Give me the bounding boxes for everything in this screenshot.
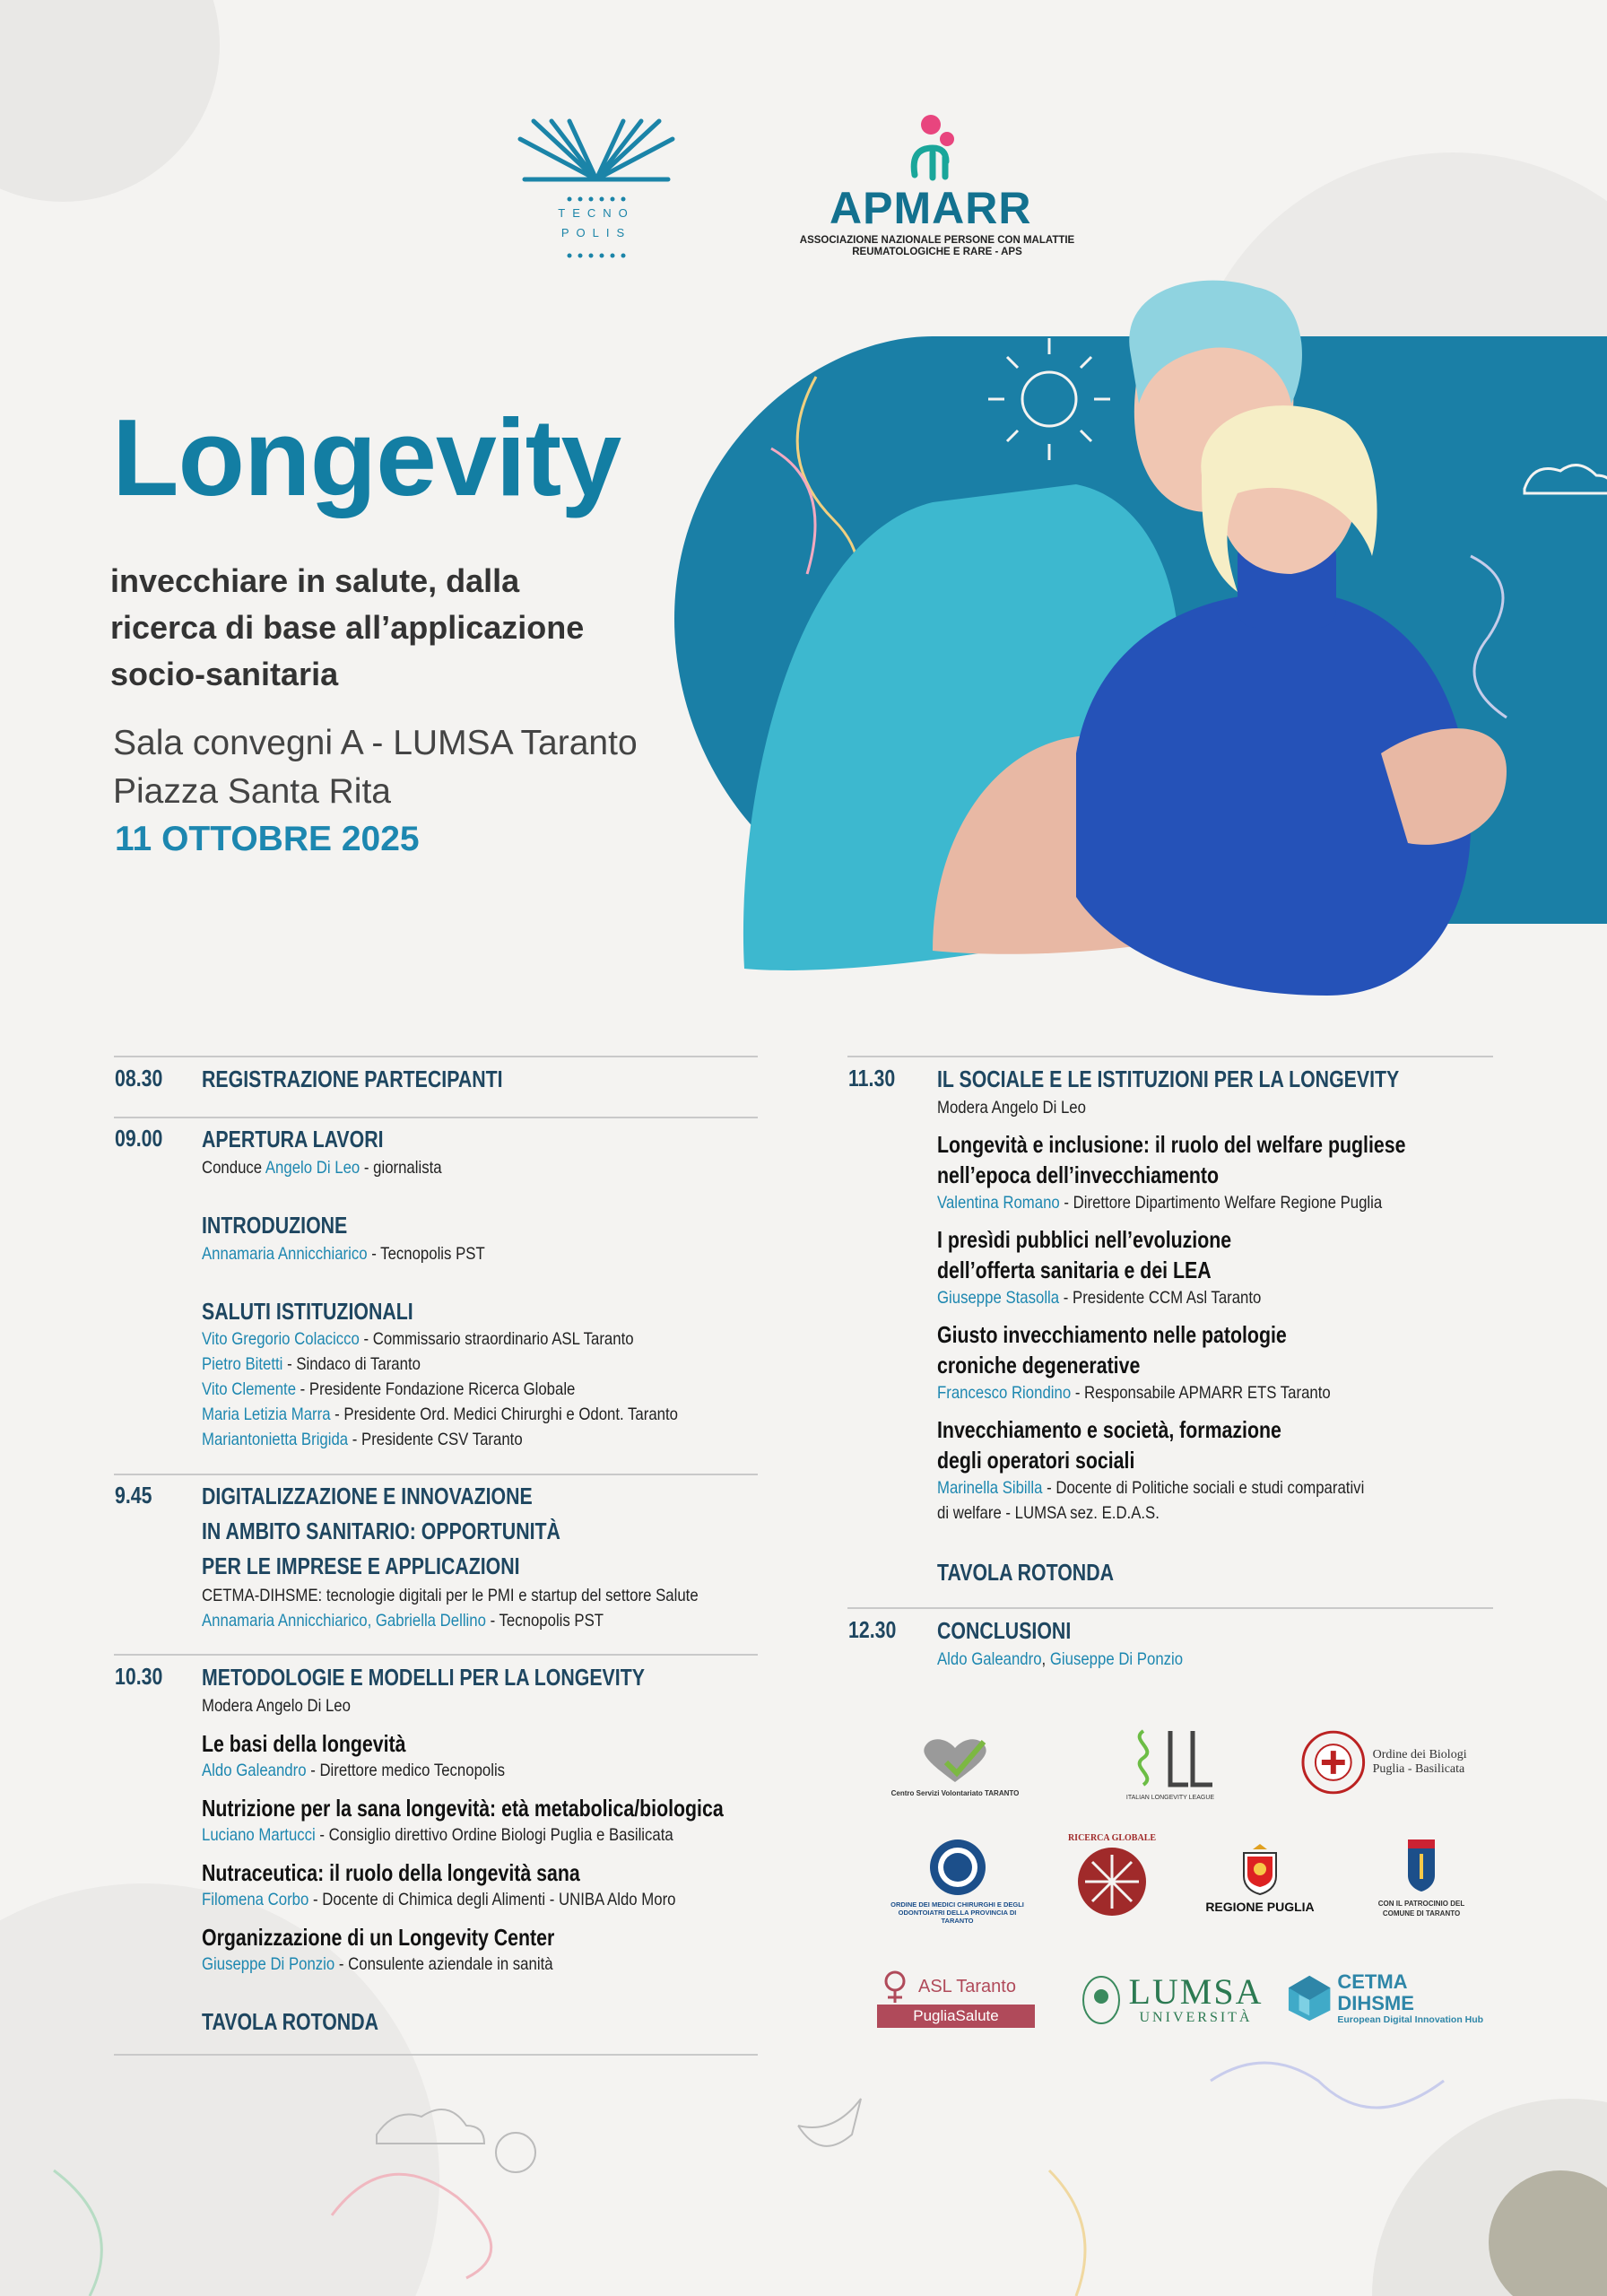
ordine-medici-logo [883,1834,1031,1928]
event-title: Longevity [112,396,621,518]
apmarr-logo [776,112,1099,269]
session-heading: REGISTRAZIONE PARTECIPANTI [202,1065,503,1092]
talk-title: Organizzazione di un Longevity Center [202,1924,555,1951]
talk-title: Nutraceutica: il ruolo della longevità sana [202,1859,580,1886]
speaker-line [202,1326,634,1352]
ordine-biologi-logo [1300,1726,1471,1798]
asl-taranto-logo [877,1967,1035,2031]
talk-title-line: Invecchiamento e società, formazione [937,1416,1281,1443]
speaker-line [202,1608,604,1633]
talk-title-line: I presìdi pubblici nell’evoluzione [937,1226,1232,1253]
speaker-role: - Consiglio direttivo Ordine Biologi Puglia e Basilicata [315,1825,673,1845]
session-heading: CONCLUSIONI [937,1617,1072,1644]
speaker-name: Vito Gregorio Colacicco [202,1329,360,1349]
talk-title-line: croniche degenerative [937,1352,1141,1378]
moderator-prefix: Conduce [202,1158,265,1178]
speaker-line [202,1887,675,1912]
speaker-role: - Docente di Chimica degli Alimenti - UNIBA Aldo Moro [308,1890,676,1909]
round-table-heading: TAVOLA ROTONDA [202,2008,379,2035]
comune-caption: CON IL PATROCINIO DEL COMUNE DI TARANTO [1377,1900,1465,1918]
divider [114,1117,758,1118]
speaker-name: Francesco Riondino [937,1383,1072,1403]
speaker-name: Filomena Corbo [202,1890,309,1909]
speaker-role: - Tecnopolis PST [485,1611,604,1631]
subtitle-line-1: invecchiare in salute, dalla [110,562,520,599]
speaker-line [937,1475,1364,1500]
biologi-caption: Ordine dei Biologi Puglia - Basilicata [1372,1748,1467,1776]
session-time: 10.30 [115,1663,163,1690]
asl-name: ASL Taranto [918,1976,1016,1996]
tecnopolis-wordmark-2: POLIS [560,226,632,239]
regione-caption: REGIONE PUGLIA [1205,1900,1315,1914]
speaker-role: - Presidente Fondazione Ricerca Globale [296,1379,576,1399]
asl-subtitle: PugliaSalute [877,2005,1035,2028]
speaker-name: Luciano Martucci [202,1825,316,1845]
divider [114,2054,758,2056]
speaker-role: - Presidente CCM Asl Taranto [1059,1288,1262,1308]
lumsa-name: LUMSA [1128,1971,1264,2012]
lumsa-logo [1076,1969,1269,2031]
speaker-role: - Consulente aziendale in sanità [334,1954,553,1974]
session-heading: APERTURA LAVORI [202,1126,384,1152]
speaker-name: Marinella Sibilla [937,1478,1043,1498]
event-date: 11 OTTOBRE 2025 [115,820,420,858]
divider [114,1056,758,1057]
speaker-line [202,1402,678,1427]
session-heading-line: IN AMBITO SANITARIO: OPPORTUNITÀ [202,1518,560,1544]
divider [847,1056,1493,1057]
session-heading: SALUTI ISTITUZIONALI [202,1298,413,1325]
tecnopolis-wordmark-1: TECNO [558,206,635,220]
session-heading: METODOLOGIE E MODELLI PER LA LONGEVITY [202,1664,645,1691]
regione-puglia-logo [1193,1830,1327,1928]
italian-longevity-league-logo [1112,1722,1229,1807]
speaker-name: Maria Letizia Marra [202,1405,331,1424]
event-subtitle [110,558,684,698]
speaker-role: - Tecnopolis PST [367,1244,485,1264]
csv-taranto-logo [888,1731,1022,1803]
session-time: 08.30 [115,1065,163,1091]
talk-title: Le basi della longevità [202,1730,406,1757]
speaker-name: Valentina Romano [937,1193,1060,1213]
session-heading: IL SOCIALE E LE ISTITUZIONI PER LA LONGEVITY [937,1065,1400,1092]
talk-title-line: dell’offerta sanitaria e dei LEA [937,1257,1212,1283]
speaker-name: Vito Clemente [202,1379,297,1399]
lumsa-subtitle: UNIVERSITÀ [1139,2010,1253,2025]
speaker-line [202,1758,505,1783]
divider [114,1654,758,1656]
speaker-role: - Direttore Dipartimento Welfare Regione Puglia [1059,1193,1383,1213]
speaker-line [202,1952,553,1977]
speaker-line [202,1352,421,1377]
comune-taranto-logo [1368,1830,1475,1928]
divider [114,1474,758,1475]
speaker-role: - Commissario straordinario ASL Taranto [359,1329,634,1349]
talk-title-line: Longevità e inclusione: il ruolo del welfare pugliese [937,1131,1406,1158]
csv-caption: Centro Servizi Volontariato TARANTO [890,1789,1020,1797]
speaker-name: Angelo Di Leo [265,1158,360,1178]
apmarr-subtitle: ASSOCIAZIONE NAZIONALE PERSONE CON MALATTIE REUMATOLOGICHE E RARE - APS [799,235,1075,257]
moderator-line: Modera Angelo Di Leo [937,1098,1086,1118]
session-time: 9.45 [115,1482,152,1509]
session-time: 12.30 [848,1616,897,1643]
speaker-name: Annamaria Annicchiarico, Gabriella Dellino [202,1611,486,1631]
cetma-dihsme-logo [1287,1971,1484,2025]
speaker-role-continued: di welfare - LUMSA sez. E.D.A.S. [937,1503,1160,1523]
ricerca-globale-logo [1058,1830,1166,1924]
speaker-name: Pietro Bitetti [202,1354,283,1374]
speaker-name: Aldo Galeandro [937,1649,1042,1669]
speaker-role: - Presidente Ord. Medici Chirurghi e Odont. Taranto [330,1405,678,1424]
speaker-role: - Responsabile APMARR ETS Taranto [1071,1383,1331,1403]
talk-title-line: Giusto invecchiamento nelle patologie [937,1321,1287,1348]
subtitle-line-2: ricerca di base all’applicazione [110,609,585,646]
moderator-line [202,1155,442,1180]
subtitle-line-3: socio-sanitaria [110,656,339,692]
speaker-line [202,1241,485,1266]
tecnopolis-logo [516,117,677,265]
moderator-line: Modera Angelo Di Leo [202,1696,351,1716]
speaker-role: - Docente di Politiche sociali e studi comparativi [1042,1478,1365,1498]
divider [847,1607,1493,1609]
speaker-role: - Sindaco di Taranto [282,1354,421,1374]
session-heading: INTRODUZIONE [202,1212,348,1239]
session-heading-line: PER LE IMPRESE E APPLICAZIONI [202,1552,520,1579]
cetma-subtitle: European Digital Innovation Hub [1337,2014,1484,2025]
speaker-line [202,1427,523,1452]
round-table-heading: TAVOLA ROTONDA [937,1559,1115,1586]
speaker-role: - Presidente CSV Taranto [348,1430,523,1449]
speaker-line [202,1822,673,1848]
speaker-name: Giuseppe Di Ponzio [202,1954,335,1974]
elderly-couple-illustration [664,269,1607,1013]
talk-title-line: nell’epoca dell’invecchiamento [937,1161,1219,1188]
medici-caption: ORDINE DEI MEDICI CHIRURGHI E DEGLI ODONTOIATRI DELLA PROVINCIA DI TARANTO [890,1900,1024,1925]
speaker-name: Giuseppe Di Ponzio [1049,1649,1184,1669]
speaker-line [937,1380,1331,1405]
speaker-line [202,1377,575,1402]
ill-caption: ITALIAN LONGEVITY LEAGUE [1125,1795,1215,1801]
venue-address: Piazza Santa Rita [113,772,392,811]
apmarr-name: APMARR [830,183,1032,233]
session-time: 09.00 [115,1125,163,1152]
session-time: 11.30 [848,1065,896,1091]
talk-title: Nutrizione per la sana longevità: età metabolica/biologica [202,1795,724,1822]
talk-title-line: degli operatori sociali [937,1447,1135,1474]
speaker-line [937,1647,1183,1672]
speaker-name: Giuseppe Stasolla [937,1288,1060,1308]
session-heading-line: DIGITALIZZAZIONE E INNOVAZIONE [202,1483,533,1509]
speaker-role: - giornalista [360,1158,442,1178]
session-description: CETMA-DIHSME: tecnologie digitali per le PMI e startup del settore Salute [202,1586,699,1605]
venue-room: Sala convegni A - LUMSA Taranto [113,724,638,762]
speaker-line [937,1285,1261,1310]
speaker-name: Mariantonietta Brigida [202,1430,349,1449]
speaker-name: Aldo Galeandro [202,1761,307,1780]
cetma-name: CETMA DIHSME [1337,1970,1414,2014]
name-separator: , [1041,1649,1050,1669]
ricerca-caption: RICERCA GLOBALE [1067,1833,1157,1843]
speaker-role: - Direttore medico Tecnopolis [306,1761,506,1780]
speaker-name: Annamaria Annicchiarico [202,1244,368,1264]
speaker-line [937,1190,1382,1215]
